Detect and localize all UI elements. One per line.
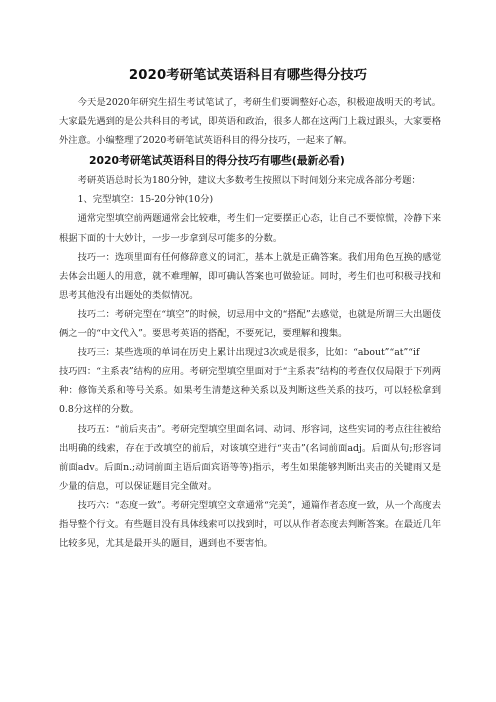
paragraph-tip-5: 技巧五：“前后夹击”。考研完型填空里面名词、动词、形容词，这些实词的考点往往被给出明确的线索，存在于改填空的前后，对该填空进行“夹击”(名词前面adj。后面从句;形容词前面adv。后面n.;动词前面主语后面宾语等等)指示，考生如果能够判断出夹击的关键雨又是少量的信息，可以保证题目完全做对。 [59, 423, 441, 492]
paragraph-tip-4: 技巧四：“主系表”结构的应用。考研完型填空里面对于“主系表”结构的考查仅仅局限于下列两种：修饰关系和等号关系。如果考生清楚这种关系以及判断这些关系的技巧，可以轻松拿到0.8分这样的分数。 [59, 366, 441, 416]
document-body [59, 93, 441, 553]
intro-paragraph: 今天是2020年研究生招生考试笔试了，考研生们要调整好心态，积极迎战明天的考试。大家最先遇到的是公共科目的考试，即英语和政治，很多人都在这两门上栽过跟头，大家要格外注意。小编整理了2020考研笔试英语科目的得分技巧，一起来了解。 [59, 97, 441, 147]
paragraph-cloze-heading: 1、完型填空：15-20分钟(10分) [77, 194, 214, 206]
paragraph-tip-2: 技巧二：考研完型在“填空”的时候，切忌用中文的“搭配”去感觉，也就是所谓三大出题伎俩之一的“中文代入”。要思考英语的搭配，不要死记，要理解和搜集。 [59, 308, 441, 340]
paragraph-time-allocation: 考研英语总时长为180分钟，建议大多数考生按照以下时间划分来完成各部分考题： [77, 175, 421, 187]
document-title: 2020考研笔试英语科目有哪些得分技巧 [128, 68, 368, 83]
paragraph-tip-1: 技巧一：选项里面有任何修辞意义的词汇，基本上就是正确答案。我们用角色互换的感觉去体会出题人的用意，就不难理解，即可确认答案也可做验证。同时，考生们也可积极寻找和思考其他没有出题处的类似情况。 [59, 251, 441, 301]
paragraph-tip-3: 技巧三：某些选项的单词在历史上累计出现过3次或是很多，比如：“about”“at”“if [77, 347, 420, 359]
paragraph-cloze-intro: 通常完型填空前两题通常会比较难，考生们一定要摆正心态，让自己不要惊慌，冷静下来根据下面的十大妙计，一步一步拿到尽可能多的分数。 [59, 213, 441, 244]
section-subtitle: 2020考研笔试英语科目的得分技巧有哪些(最新必看) [89, 154, 345, 168]
paragraph-tip-6: 技巧六：“态度一致”。考研完型填空文章通常“完美”，通篇作者态度一致，从一个高度去指导整个行文。有些题目没有具体线索可以找到时，可以从作者态度去判断答案。在最近几年比较多见，尤其是最开头的题目，遇到也不要害怕。 [59, 499, 441, 550]
